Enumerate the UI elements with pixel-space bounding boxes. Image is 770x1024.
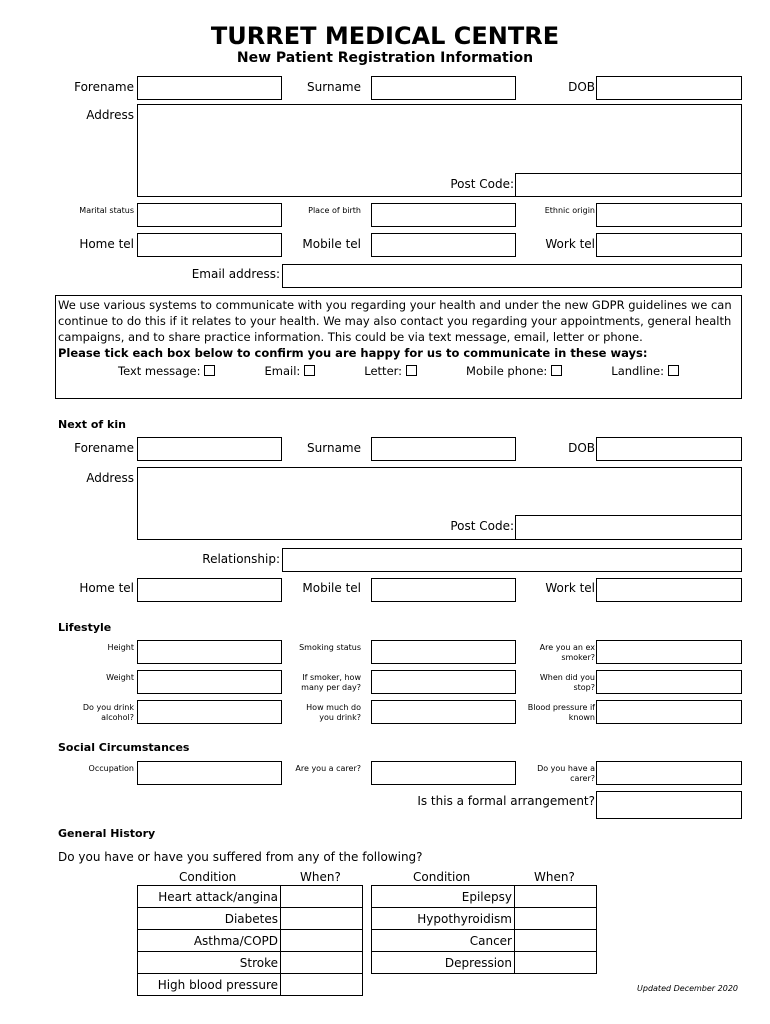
how-many-label: If smoker, how many per day? <box>301 673 361 692</box>
place-of-birth-field[interactable] <box>371 203 516 227</box>
ex-smoker-label: Are you an ex smoker? <box>539 643 595 662</box>
ex-smoker-field[interactable] <box>596 640 742 664</box>
table-row <box>138 974 363 996</box>
consent-mobile-phone: Mobile phone: <box>466 363 562 379</box>
email-field[interactable] <box>282 264 742 288</box>
nok-mobile-tel-label: Mobile tel <box>302 581 361 595</box>
email-label: Email address: <box>191 267 280 281</box>
occupation-field[interactable] <box>137 761 282 785</box>
have-carer-field[interactable] <box>596 761 742 785</box>
when-cell[interactable] <box>281 886 363 908</box>
weight-field[interactable] <box>137 670 282 694</box>
nok-forename-field[interactable] <box>137 437 282 461</box>
when-stop-label: When did you stop? <box>539 673 595 692</box>
when-cell[interactable] <box>515 930 597 952</box>
condition-cell: Depression <box>372 952 515 974</box>
dob-field[interactable] <box>596 76 742 100</box>
address-label: Address <box>86 108 134 122</box>
nok-surname-label: Surname <box>307 441 361 455</box>
work-tel-field[interactable] <box>596 233 742 257</box>
conditions-table-right <box>371 885 597 974</box>
consent-text-message: Text message: <box>118 363 215 379</box>
how-much-label: How much do you drink? <box>306 703 361 722</box>
occupation-label: Occupation <box>88 764 134 773</box>
formal-field[interactable] <box>596 791 742 819</box>
dob-label: DOB <box>568 80 595 94</box>
table-row <box>138 930 363 952</box>
consent-email: Email: <box>264 363 315 379</box>
table-row <box>372 908 597 930</box>
history-heading: General History <box>58 827 156 840</box>
nok-dob-field[interactable] <box>596 437 742 461</box>
gdpr-text: We use various systems to communicate with you regarding your health and under the new GDPR guidelines we can continue to do this if it relates to your health. We may also contact you regarding your appointments, general health campaigns, and to share practice information. This could be via text message, email, letter or phone. <box>58 298 732 344</box>
place-of-birth-label: Place of birth <box>308 206 361 215</box>
table-row <box>138 908 363 930</box>
nok-forename-label: Forename <box>74 441 134 455</box>
condition-cell: Diabetes <box>138 908 281 930</box>
consent-options <box>58 363 739 379</box>
home-tel-field[interactable] <box>137 233 282 257</box>
table-row <box>372 930 597 952</box>
text-message-checkbox[interactable] <box>204 365 215 376</box>
carer-label: Are you a carer? <box>295 764 361 773</box>
nok-work-tel-field[interactable] <box>596 578 742 602</box>
when-cell[interactable] <box>281 908 363 930</box>
gdpr-instruction: Please tick each box below to confirm you are happy for us to communicate in these ways: <box>58 346 648 360</box>
nok-home-tel-label: Home tel <box>79 581 134 595</box>
condition-cell: Stroke <box>138 952 281 974</box>
when-cell[interactable] <box>281 930 363 952</box>
formal-label: Is this a formal arrangement? <box>417 794 595 808</box>
how-many-field[interactable] <box>371 670 516 694</box>
nok-dob-label: DOB <box>568 441 595 455</box>
condition-cell: Cancer <box>372 930 515 952</box>
ethnic-label: Ethnic origin <box>544 206 595 215</box>
updated-note: Updated December 2020 <box>637 984 738 993</box>
condition-cell: Hypothyroidism <box>372 908 515 930</box>
table-row <box>372 952 597 974</box>
page-subtitle: New Patient Registration Information <box>236 50 534 66</box>
drink-label: Do you drink alcohol? <box>82 703 134 722</box>
landline-checkbox[interactable] <box>668 365 679 376</box>
mobile-phone-checkbox[interactable] <box>551 365 562 376</box>
postcode-label: Post Code: <box>450 177 514 191</box>
social-heading: Social Circumstances <box>58 741 190 754</box>
when-cell[interactable] <box>515 886 597 908</box>
marital-label: Marital status <box>79 206 134 215</box>
forename-field[interactable] <box>137 76 282 100</box>
blood-pressure-field[interactable] <box>596 700 742 724</box>
nok-mobile-tel-field[interactable] <box>371 578 516 602</box>
nok-address-label: Address <box>86 471 134 485</box>
gdpr-notice <box>55 295 742 399</box>
have-carer-label: Do you have a carer? <box>537 764 595 783</box>
smoking-status-field[interactable] <box>371 640 516 664</box>
smoking-status-label: Smoking status <box>299 643 361 652</box>
page-title: TURRET MEDICAL CENTRE <box>210 22 560 50</box>
carer-field[interactable] <box>371 761 516 785</box>
home-tel-label: Home tel <box>79 237 134 251</box>
table-row <box>372 886 597 908</box>
col-condition-left: Condition <box>179 870 237 884</box>
surname-field[interactable] <box>371 76 516 100</box>
condition-cell: High blood pressure <box>138 974 281 996</box>
postcode-field[interactable] <box>515 173 742 197</box>
height-label: Height <box>107 643 134 652</box>
nok-postcode-label: Post Code: <box>450 519 514 533</box>
when-cell[interactable] <box>281 952 363 974</box>
lifestyle-heading: Lifestyle <box>58 621 112 634</box>
how-much-field[interactable] <box>371 700 516 724</box>
work-tel-label: Work tel <box>545 237 595 251</box>
letter-checkbox[interactable] <box>406 365 417 376</box>
when-stop-field[interactable] <box>596 670 742 694</box>
nok-postcode-field[interactable] <box>515 515 742 540</box>
when-cell[interactable] <box>515 952 597 974</box>
email-checkbox[interactable] <box>304 365 315 376</box>
relationship-label: Relationship: <box>202 552 280 566</box>
col-when-right: When? <box>534 870 575 884</box>
mobile-tel-label: Mobile tel <box>302 237 361 251</box>
consent-letter: Letter: <box>364 363 417 379</box>
ethnic-field[interactable] <box>596 203 742 227</box>
table-row <box>138 886 363 908</box>
height-field[interactable] <box>137 640 282 664</box>
surname-label: Surname <box>307 80 361 94</box>
table-row <box>138 952 363 974</box>
nok-home-tel-field[interactable] <box>137 578 282 602</box>
next-of-kin-heading: Next of kin <box>58 418 126 431</box>
conditions-table-left <box>137 885 363 996</box>
weight-label: Weight <box>106 673 134 682</box>
marital-field[interactable] <box>137 203 282 227</box>
mobile-tel-field[interactable] <box>371 233 516 257</box>
col-when-left: When? <box>300 870 341 884</box>
forename-label: Forename <box>74 80 134 94</box>
consent-landline: Landline: <box>611 363 679 379</box>
when-cell[interactable] <box>281 974 363 996</box>
drink-field[interactable] <box>137 700 282 724</box>
condition-cell: Heart attack/angina <box>138 886 281 908</box>
nok-work-tel-label: Work tel <box>545 581 595 595</box>
relationship-field[interactable] <box>282 548 742 572</box>
nok-surname-field[interactable] <box>371 437 516 461</box>
condition-cell: Epilepsy <box>372 886 515 908</box>
when-cell[interactable] <box>515 908 597 930</box>
col-condition-right: Condition <box>413 870 471 884</box>
history-question: Do you have or have you suffered from any of the following? <box>58 850 423 864</box>
condition-cell: Asthma/COPD <box>138 930 281 952</box>
blood-pressure-label: Blood pressure if known <box>527 703 595 722</box>
